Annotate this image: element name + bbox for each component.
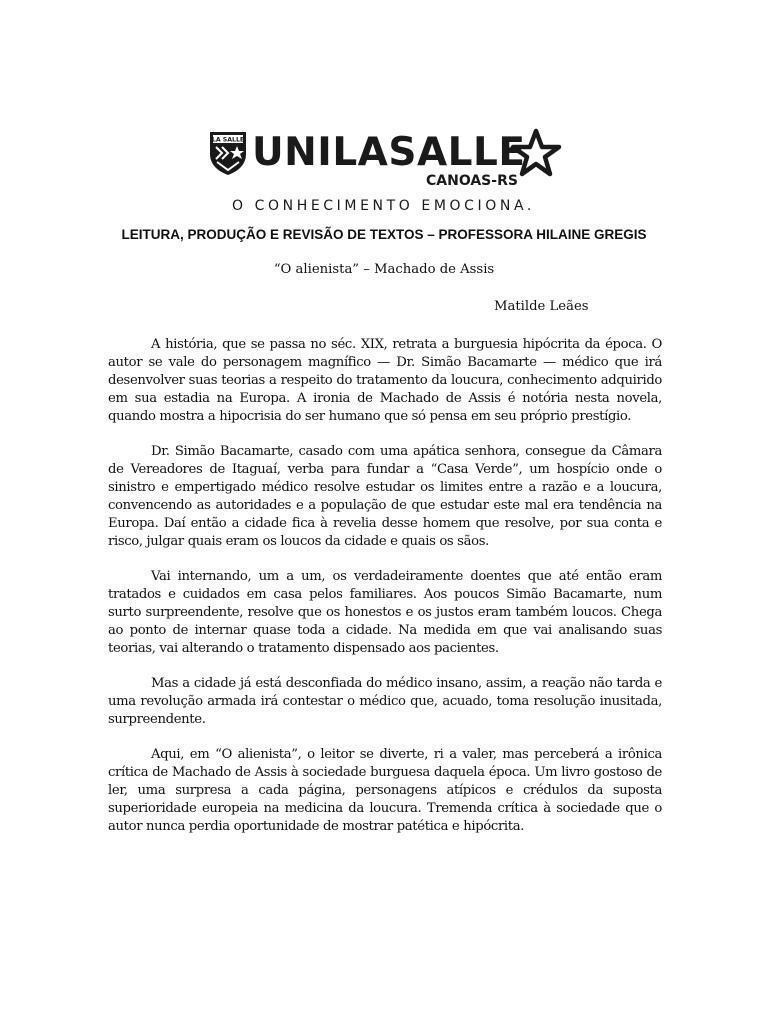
shield-emblem-icon: [208, 130, 248, 176]
star-icon: [510, 128, 562, 178]
shield-label: LA SALLE: [211, 136, 245, 144]
work-title: “O alienista” – Machado de Assis: [273, 262, 495, 277]
paragraph: Dr. Simão Bacamarte, casado com uma apática senhora, consegue da Câmara de Vereadores de Itaguaí, verba para fundar a “Casa Verde”, um hospício onde o sinistro e empertigado médico resolve estudar os limites entre a razão e a loucura, convencendo as autoridades e a população de que estudar este mal era tendência na Europa. Daí então a cidade fica à revelia desse homem que resolve, por sua conta e risco, julgar quais eram os loucos da cidade e quais os sãos.: [108, 444, 662, 549]
paragraph: A história, que se passa no séc. XIX, retrata a burguesia hipócrita da época. O autor se vale do personagem magnífico — Dr. Simão Bacamarte — médico que irá desenvolver suas teorias a respeito do tratamento da loucura, conhecimento adquirido em sua estadia na Europa. A ironia de Machado de Assis é notória nesta novela, quando mostra a hipocrisia do ser humano que só pensa em seu próprio prestígio.: [108, 337, 662, 424]
brand-name: UNILASALLE: [252, 130, 526, 175]
brand-city: CANOAS-RS: [426, 173, 518, 189]
paragraph: Mas a cidade já está desconfiada do médico insano, assim, a reação não tarda e uma revolução armada irá contestar o médico que, acuado, toma resolução inusitada, surpreendente.: [108, 676, 662, 727]
institution-logo: [208, 126, 568, 218]
course-header: LEITURA, PRODUÇÃO E REVISÃO DE TEXTOS – PROFESSORA HILAINE GREGIS: [121, 227, 647, 242]
paragraph: Vai internando, um a um, os verdadeiramente doentes que até então eram tratados e cuidados em casa pelos familiares. Aos poucos Simão Bacamarte, num surto surpreendente, resolve que os honestos e os justos eram também loucos. Chega ao ponto de internar quase toda a cidade. Na medida em que vai analisando suas teorias, vai alterando o tratamento dispensado aos pacientes.: [108, 569, 662, 656]
author-name: Matilde Leães: [494, 299, 589, 314]
essay-body: [108, 336, 662, 853]
paragraph: Aqui, em “O alienista”, o leitor se diverte, ri a valer, mas perceberá a irônica crítica de Machado de Assis à sociedade burguesa daquela época. Um livro gostoso de ler, uma surpresa a cada página, personagens atípicos e crédulos da suposta superioridade europeia na medicina da loucura. Tremenda crítica à sociedade que o autor nunca perdia oportunidade de mostrar patética e hipócrita.: [108, 747, 662, 834]
brand-tagline: O CONHECIMENTO EMOCIONA.: [232, 198, 535, 214]
